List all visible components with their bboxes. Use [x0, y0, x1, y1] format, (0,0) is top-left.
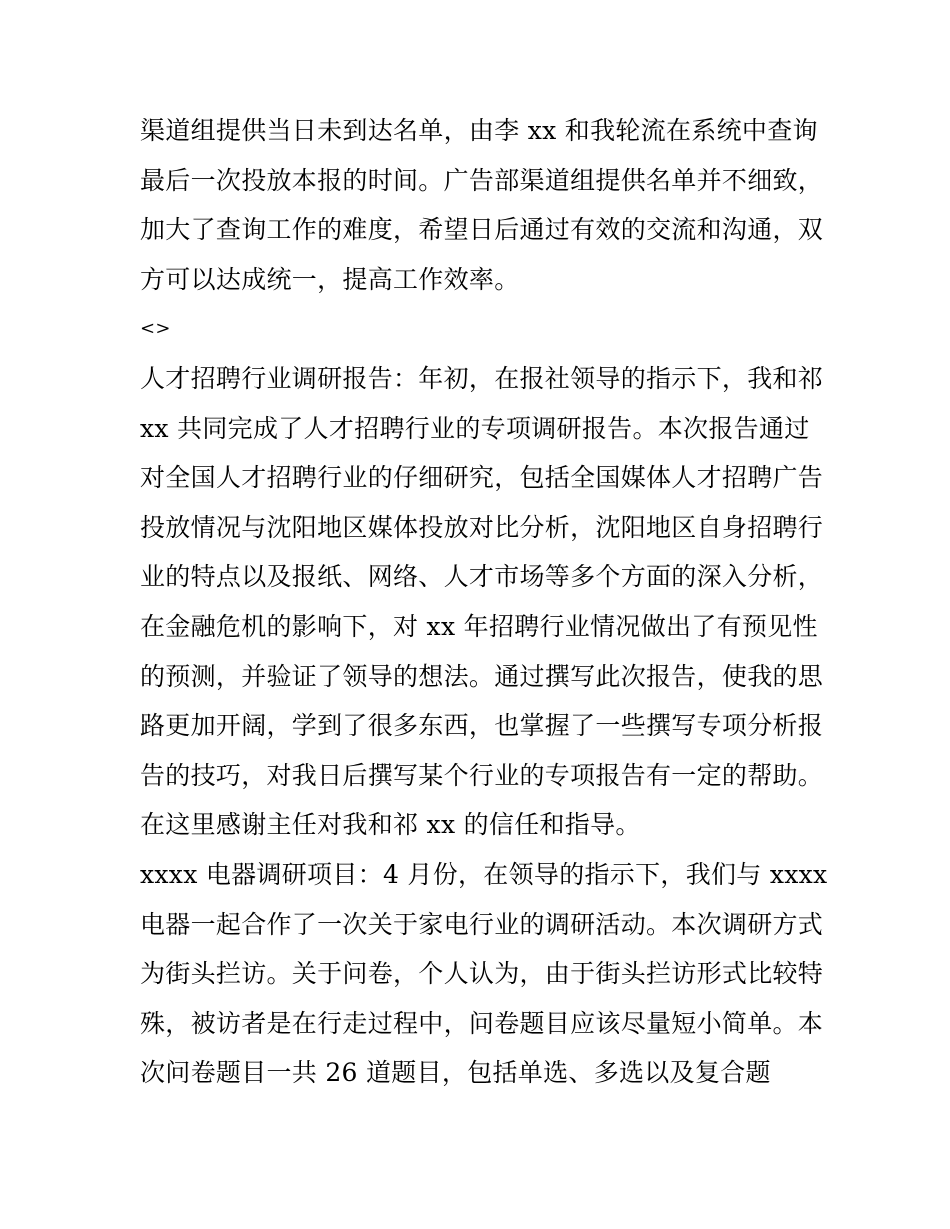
text-line: 为街头拦访。关于问卷，个人认为，由于街头拦访形式比较特 — [140, 959, 824, 989]
text-line: 人才招聘行业调研报告：年初，在报社领导的指示下，我和祁 — [140, 363, 824, 393]
text-line: 在这里感谢主任对我和祁 xx 的信任和指导。 — [140, 810, 641, 840]
text-line: 告的技巧，对我日后撰写某个行业的专项报告有一定的帮助。 — [140, 760, 824, 790]
text-line: xx 共同完成了人才招聘行业的专项调研报告。本次报告通过 — [140, 413, 810, 443]
text-line: 次问卷题目一共 26 道题目，包括单选、多选以及复合题 — [140, 1058, 771, 1088]
document-body — [140, 106, 828, 1098]
text-line: 电器一起合作了一次关于家电行业的调研活动。本次调研方式 — [140, 909, 824, 939]
text-line: 方可以达成统一，提高工作效率。 — [140, 264, 520, 294]
text-line: 加大了查询工作的难度，希望日后通过有效的交流和沟通，双 — [140, 215, 824, 245]
text-line: 投放情况与沈阳地区媒体投放对比分析，沈阳地区自身招聘行 — [140, 512, 824, 542]
text-line: 对全国人才招聘行业的仔细研究，包括全国媒体人才招聘广告 — [140, 463, 824, 493]
text-line: 的预测，并验证了领导的想法。通过撰写此次报告，使我的思 — [140, 661, 824, 691]
section-marker: <> — [140, 318, 171, 340]
text-line: 路更加开阔，学到了很多东西，也掌握了一些撰写专项分析报 — [140, 711, 824, 741]
text-line: 最后一次投放本报的时间。广告部渠道组提供名单并不细致， — [140, 165, 824, 195]
text-line: 在金融危机的影响下，对 xx 年招聘行业情况做出了有预见性 — [140, 611, 818, 641]
text-line: xxxx 电器调研项目：4 月份，在领导的指示下，我们与 xxxx — [140, 859, 828, 889]
text-line: 业的特点以及报纸、网络、人才市场等多个方面的深入分析， — [140, 562, 824, 592]
text-line: 殊，被访者是在行走过程中，问卷题目应该尽量短小简单。本 — [140, 1008, 824, 1038]
text-line: 渠道组提供当日未到达名单，由李 xx 和我轮流在系统中查询 — [140, 116, 818, 145]
